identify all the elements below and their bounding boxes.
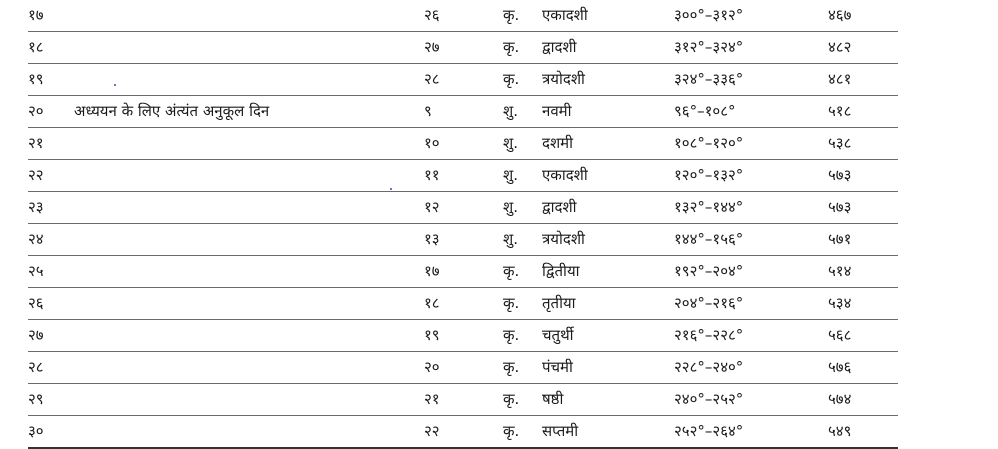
row-day: १०	[424, 134, 440, 152]
row-tithi: द्वादशी	[542, 198, 577, 216]
row-day: २२	[424, 422, 440, 440]
row-paksha: कृ.	[503, 390, 520, 408]
row-paksha: शु.	[503, 102, 518, 120]
row-day: २१	[424, 390, 440, 408]
row-day: २०	[424, 358, 440, 376]
row-number: २७	[28, 326, 44, 344]
row-degree-range: २२८°–२४०°	[674, 358, 744, 376]
row-value: ५१४	[828, 262, 852, 280]
row-degree-range: २०४°–२१६°	[674, 294, 744, 312]
row-day: २८	[424, 70, 440, 88]
row-paksha: कृ.	[503, 358, 520, 376]
row-degree-range: १०८°–१२०°	[674, 134, 744, 152]
row-degree-range: १३२°–१४४°	[674, 198, 744, 216]
row-value: ५७१	[828, 230, 852, 248]
row-number: २८	[28, 358, 44, 376]
row-degree-range: ९६°–१०८°	[674, 102, 736, 120]
row-number: २३	[28, 198, 44, 216]
row-paksha: शु.	[503, 230, 518, 248]
row-number: २०	[28, 102, 44, 120]
row-value: ५३८	[828, 134, 852, 152]
row-value: ४६७	[828, 6, 852, 24]
row-tithi: त्रयोदशी	[542, 230, 585, 248]
row-paksha: कृ.	[503, 262, 520, 280]
tithi-table	[28, 0, 898, 449]
row-day: २६	[424, 6, 440, 24]
row-tithi: त्रयोदशी	[542, 70, 585, 88]
row-value: ४८२	[828, 38, 852, 56]
row-day: २७	[424, 38, 440, 56]
row-value: ५७६	[828, 358, 852, 376]
row-day: १७	[424, 262, 440, 280]
row-paksha: कृ.	[503, 326, 520, 344]
row-tithi: द्वादशी	[542, 38, 577, 56]
table-row	[28, 96, 898, 128]
row-paksha: कृ.	[503, 294, 520, 312]
table-row	[28, 64, 898, 96]
row-number: ३०	[28, 422, 44, 440]
row-tithi: तृतीया	[542, 294, 576, 312]
row-number: २६	[28, 294, 44, 312]
row-paksha: कृ.	[503, 38, 520, 56]
row-degree-range: ३१२°–३२४°	[674, 38, 744, 56]
row-paksha: कृ.	[503, 6, 520, 24]
row-value: ४८१	[828, 70, 852, 88]
row-degree-range: ३००°–३१२°	[674, 6, 744, 24]
row-tithi: चतुर्थी	[542, 326, 574, 344]
stray-mark	[114, 84, 116, 86]
table-row	[28, 288, 898, 320]
row-value: ५७३	[828, 166, 852, 184]
row-number: १७	[28, 6, 44, 24]
row-day: ११	[424, 166, 440, 184]
row-paksha: शु.	[503, 134, 518, 152]
table-row	[28, 32, 898, 64]
stray-mark	[390, 188, 392, 190]
row-note: अध्ययन के लिए अंत्यंत अनुकूल दिन	[74, 102, 270, 120]
row-tithi: दशमी	[542, 134, 574, 152]
row-paksha: कृ.	[503, 422, 520, 440]
table-row	[28, 128, 898, 160]
table-row	[28, 352, 898, 384]
table-row	[28, 256, 898, 288]
table-row	[28, 320, 898, 352]
row-value: ५६८	[828, 326, 852, 344]
row-day: ९	[424, 102, 432, 120]
row-number: १८	[28, 38, 44, 56]
row-degree-range: २१६°–२२८°	[674, 326, 744, 344]
row-number: २१	[28, 134, 44, 152]
row-degree-range: २४०°–२५२°	[674, 390, 744, 408]
row-number: २९	[28, 390, 44, 408]
row-tithi: द्वितीया	[542, 262, 580, 280]
row-day: १८	[424, 294, 440, 312]
row-degree-range: २५२°–२६४°	[674, 422, 744, 440]
row-tithi: नवमी	[542, 102, 572, 120]
row-tithi: सप्तमी	[542, 422, 579, 440]
row-tithi: षष्ठी	[542, 390, 564, 408]
row-day: १२	[424, 198, 440, 216]
row-paksha: शु.	[503, 198, 518, 216]
row-paksha: कृ.	[503, 70, 520, 88]
row-degree-range: ३२४°–३३६°	[674, 70, 744, 88]
row-number: १९	[28, 70, 44, 88]
row-number: २४	[28, 230, 44, 248]
row-degree-range: १९२°–२०४°	[674, 262, 744, 280]
row-number: २२	[28, 166, 44, 184]
table-row	[28, 384, 898, 416]
row-value: ५१८	[828, 102, 852, 120]
row-value: ५७४	[828, 390, 852, 408]
row-tithi: एकादशी	[542, 166, 588, 184]
table-row	[28, 416, 898, 449]
row-day: १९	[424, 326, 440, 344]
row-value: ५४९	[828, 422, 852, 440]
row-value: ५३४	[828, 294, 852, 312]
row-number: २५	[28, 262, 44, 280]
table-row	[28, 0, 898, 32]
row-tithi: एकादशी	[542, 6, 588, 24]
table-row	[28, 160, 898, 192]
row-degree-range: १२०°–१३२°	[674, 166, 744, 184]
row-value: ५७३	[828, 198, 852, 216]
row-degree-range: १४४°–१५६°	[674, 230, 744, 248]
table-row	[28, 224, 898, 256]
row-day: १३	[424, 230, 440, 248]
row-paksha: शु.	[503, 166, 518, 184]
table-row	[28, 192, 898, 224]
row-tithi: पंचमी	[542, 358, 573, 376]
